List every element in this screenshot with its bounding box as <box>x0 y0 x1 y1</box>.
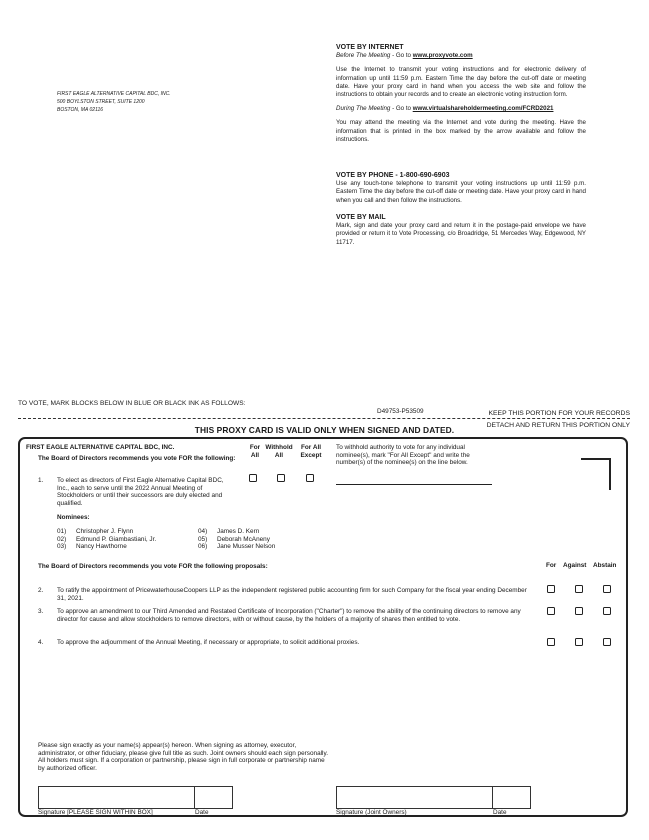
sender-city: BOSTON, MA 02116 <box>57 107 104 113</box>
keep-portion-label: KEEP THIS PORTION FOR YOUR RECORDS <box>488 410 630 417</box>
proposal-4-number: 4. <box>38 639 44 646</box>
sender-street: 500 BOYLSTON STREET, SUITE 1200 <box>57 99 145 105</box>
phone-text: Use any touch-tone telephone to transmit your voting instructions up until 11:59 p.m. Eastern Time the day before the cut-off date or meeting date. Have your proxy card in hand when you call and then follow the instructions. <box>336 180 586 204</box>
proposal-3-abstain-checkbox[interactable] <box>603 607 611 615</box>
item-1-number: 1. <box>38 477 44 484</box>
nominee-col-1 <box>57 528 156 551</box>
nominee <box>57 528 156 536</box>
card-company-name: FIRST EAGLE ALTERNATIVE CAPITAL BDC, INC. <box>26 444 175 451</box>
detach-portion-label: DETACH AND RETURN THIS PORTION ONLY <box>486 422 630 429</box>
during-goto: - Go to <box>390 105 413 113</box>
date-box[interactable] <box>194 786 233 809</box>
vote-by-internet <box>336 44 586 144</box>
proposal-2-abstain-checkbox[interactable] <box>603 585 611 593</box>
col-for-all-1: For <box>249 444 261 451</box>
col-for-all-except-2: Except <box>300 451 322 459</box>
nominees-label: Nominees: <box>57 514 90 521</box>
col-for-all <box>248 444 262 459</box>
item-1-text: To elect as directors of First Eagle Alternative Capital BDC, Inc., each to serve until the 2022 Annual Meeting of Stockholders or until their successors are duly elected and qualified. <box>57 477 224 507</box>
signature-label: Signature [PLEASE SIGN WITHIN BOX] <box>38 809 153 816</box>
col-for: For <box>546 562 557 569</box>
proposal-4-against-checkbox[interactable] <box>575 638 583 646</box>
proxyvote-link[interactable]: www.proxyvote.com <box>412 52 473 60</box>
col-withhold-all-1: Withhold <box>265 444 293 451</box>
nominee-num: 06) <box>198 543 208 551</box>
checkbox-for-all[interactable] <box>249 474 257 482</box>
nominee-num: 01) <box>57 528 67 535</box>
before-goto: - Go to <box>390 52 413 60</box>
proposal-4-for-checkbox[interactable] <box>547 638 555 646</box>
sign-instructions: Please sign exactly as your name(s) appear(s) hereon. When signing as attorney, executor, administrator, or other fiduciary, please give full title as such. Joint owners should each sign personally. All holders must sign. If a corporation or partnership, please sign in full corporate or partnership name by authorized officer. <box>38 742 328 772</box>
control-number: D49753-P53509 <box>377 408 424 415</box>
nominee-num: 04) <box>198 528 208 535</box>
withhold-instructions: To withhold authority to vote for any individual nominee(s), mark "For All Except" and write the number(s) of the nominee(s) on the line below. <box>336 444 470 467</box>
marking-instructions: TO VOTE, MARK BLOCKS BELOW IN BLUE OR BLACK INK AS FOLLOWS: <box>18 400 246 407</box>
during-meeting-label: During The Meeting <box>336 105 391 113</box>
checkbox-withhold-all[interactable] <box>277 474 285 482</box>
col-against: Against <box>563 562 587 569</box>
board-recommendation-1: The Board of Directors recommends you vote FOR the following: <box>38 455 236 462</box>
internet-before-text: Use the Internet to transmit your voting instructions and for electronic delivery of information up until 11:59 p.m. Eastern Time the day before the cut-off date or meeting date. Have your proxy card in hand when you access the web site and follow the instructions to obtain your records and to create an electronic voting instruction form. <box>336 66 586 99</box>
proposal-4-text: To approve the adjournment of the Annual Meeting, if necessary or appropriate, to solicit additional proxies. <box>57 639 360 646</box>
col-abstain: Abstain <box>593 562 617 569</box>
nominee <box>198 543 275 551</box>
internet-during-text: You may attend the meeting via the Internet and vote during the meeting. Have the information that is printed in the box marked by the arrow available and follow the instructions. <box>336 119 586 143</box>
nominee-number-line[interactable] <box>336 484 492 485</box>
nominee-num: 03) <box>57 543 67 551</box>
virtual-meeting-link[interactable]: www.virtualshareholdermeeting.com/FCRD2021 <box>412 105 554 113</box>
vote-by-phone <box>336 172 586 205</box>
joint-date-label: Date <box>493 809 507 816</box>
nominee-num: 05) <box>198 535 208 543</box>
proposal-2-for-checkbox[interactable] <box>547 585 555 593</box>
internet-heading: VOTE BY INTERNET <box>336 44 404 51</box>
nominee-col-2 <box>198 528 275 551</box>
before-meeting-label: Before The Meeting <box>336 52 391 60</box>
joint-signature-box[interactable] <box>336 786 493 809</box>
nominee-name: Edmund P. Giambastiani, Jr. <box>76 535 157 543</box>
sender-name: FIRST EAGLE ALTERNATIVE CAPITAL BDC, INC. <box>57 91 171 97</box>
nominee <box>57 536 156 544</box>
joint-date-box[interactable] <box>492 786 531 809</box>
nominee-name: Jane Musser Nelson <box>217 543 276 551</box>
proposal-2-against-checkbox[interactable] <box>575 585 583 593</box>
vote-by-mail <box>336 214 586 247</box>
proposal-4-abstain-checkbox[interactable] <box>603 638 611 646</box>
sender-address <box>57 90 171 114</box>
col-for-all-2: All <box>250 451 260 459</box>
detach-line <box>18 418 630 419</box>
date-label: Date <box>195 809 209 816</box>
phone-heading: VOTE BY PHONE - 1-800-690-6903 <box>336 172 450 179</box>
nominee <box>57 543 156 551</box>
nominee-num: 02) <box>57 535 67 543</box>
proposal-3-text: To approve an amendment to our Third Amended and Restated Certificate of Incorporation ("Charter") to remove the ability of the continuing directors to remove any director for cause and allow stockholders to remove directors, with or without cause, by the holders of a majority of shares then entitled to vote. <box>57 608 521 623</box>
col-for-all-except-1: For All <box>301 444 321 451</box>
checkbox-for-all-except[interactable] <box>306 474 314 482</box>
col-withhold-all <box>262 444 296 459</box>
proposal-3-for-checkbox[interactable] <box>547 607 555 615</box>
joint-signature-label: Signature (Joint Owners) <box>336 809 407 816</box>
proposal-3-number: 3. <box>38 608 44 615</box>
col-for-all-except <box>296 444 326 459</box>
valid-notice: THIS PROXY CARD IS VALID ONLY WHEN SIGNED AND DATED. <box>194 425 455 435</box>
proposal-2-number: 2. <box>38 587 44 594</box>
nominee-name: Christopher J. Flynn <box>76 528 134 535</box>
mail-text: Mark, sign and date your proxy card and return it in the postage-paid envelope we have provided or return it to Vote Processing, c/o Broadridge, 51 Mercedes Way, Edgewood, NY 11717. <box>336 222 586 246</box>
board-recommendation-2: The Board of Directors recommends you vote FOR the following proposals: <box>38 563 268 570</box>
col-withhold-all-2: All <box>274 451 284 459</box>
proposal-3-against-checkbox[interactable] <box>575 607 583 615</box>
nominee-name: Deborah McAneny <box>217 535 270 543</box>
nominee <box>198 536 275 544</box>
arrow-box-corner <box>581 458 611 490</box>
proposal-2-text: To ratify the appointment of PricewaterhouseCoopers LLP as the independent registered public accounting firm for such Company for the fiscal year ending December 31, 2021. <box>57 587 527 602</box>
nominee-name: Nancy Hawthorne <box>76 543 127 551</box>
nominee-name: James D. Kern <box>217 528 260 535</box>
signature-box[interactable] <box>38 786 195 809</box>
nominee <box>198 528 275 536</box>
mail-heading: VOTE BY MAIL <box>336 214 386 221</box>
